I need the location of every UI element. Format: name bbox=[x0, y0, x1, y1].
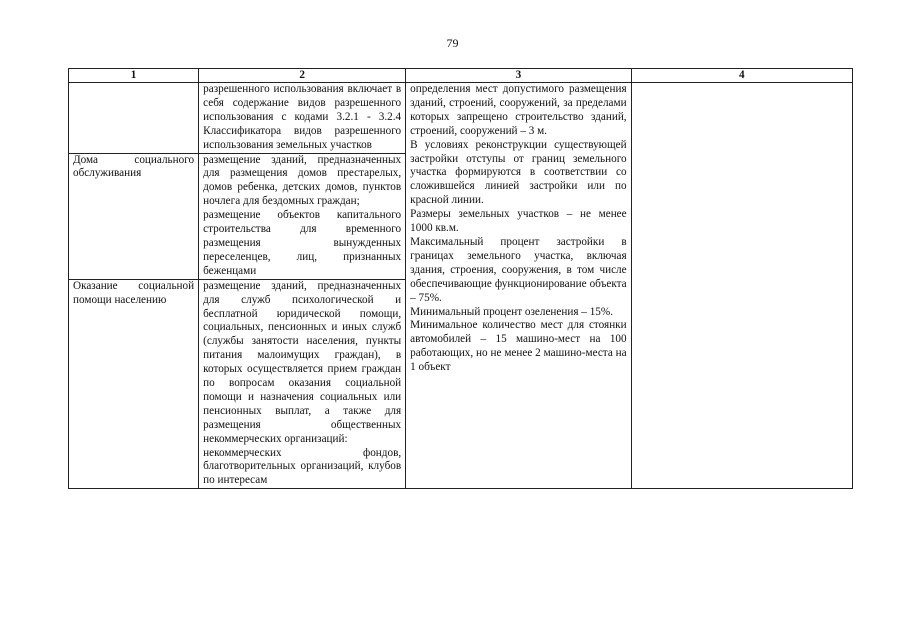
col-4-cell bbox=[631, 83, 852, 489]
param-greenery-percent: Минимальный процент озеленения – 15%. bbox=[410, 305, 613, 318]
param-setback: определения мест допустимого размещения зданий, строений, сооружений, за пределами которых запрещено строительство зданий, строений, сооружений – 3 м. bbox=[410, 83, 627, 137]
header-col-3: 3 bbox=[406, 69, 631, 83]
row-3-col-2-text-1: размещение зданий, предназначенных для служб психологической и бесплатной юридической помощи, социальных, пенсионных и иных служб (службы занятости населения, пункты питания малоимущих граждан), в которых осуществляется прием граждан по вопросам оказания социальной помощи и назначения социальных или пенсионных выплат, а также для размещения общественных некоммерческих организаций: bbox=[203, 279, 402, 445]
header-col-4: 4 bbox=[631, 69, 852, 83]
land-use-table bbox=[68, 68, 853, 489]
row-1-col-2 bbox=[199, 83, 406, 154]
table-row bbox=[69, 83, 853, 154]
param-reconstruction: В условиях реконструкции существующей застройки отступы от границ земельного участка формируются в соответствии со сложившейся линией застройки или по красной линии. bbox=[410, 138, 627, 207]
parameters-cell bbox=[406, 83, 631, 489]
row-1-col-1 bbox=[69, 83, 199, 154]
table-header-row bbox=[69, 69, 853, 83]
row-2-col-2-text-2: размещение объектов капитального строительства для временного размещения вынужденных переселенцев, лиц, признанных беженцами bbox=[203, 209, 402, 277]
page-number: 79 bbox=[446, 36, 459, 50]
param-building-percent: Максимальный процент застройки в границах земельного участка, включая здания, строения, сооружения, в том числе обеспечивающие функционирование объекта – 75%. bbox=[410, 235, 627, 304]
row-3-col-1: Оказание социальной помощи населению bbox=[69, 279, 199, 489]
row-2-col-2 bbox=[199, 153, 406, 279]
row-3-col-2 bbox=[199, 279, 406, 489]
row-3-col-2-text-2: некоммерческих фондов, благотворительных организаций, клубов по интересам bbox=[203, 446, 402, 487]
header-col-2: 2 bbox=[199, 69, 406, 83]
param-plot-size: Размеры земельных участков – не менее 1000 кв.м. bbox=[410, 208, 627, 235]
row-1-col-2-text: разрешенного использования включает в себя содержание видов разрешенного использования с кодами 3.2.1 - 3.2.4 Классификатора видов разрешенного использования земельных участков bbox=[203, 83, 402, 151]
row-2-col-1: Дома социального обслуживания bbox=[69, 153, 199, 279]
param-parking: Минимальное количество мест для стоянки автомобилей – 15 машино-мест на 100 работающих, но не менее 2 машино-места на 1 объект bbox=[410, 319, 627, 374]
row-2-col-2-text-1: размещение зданий, предназначенных для размещения домов престарелых, домов ребенка, детских домов, пунктов ночлега для бездомных граждан; bbox=[203, 153, 402, 208]
header-col-1: 1 bbox=[69, 69, 199, 83]
